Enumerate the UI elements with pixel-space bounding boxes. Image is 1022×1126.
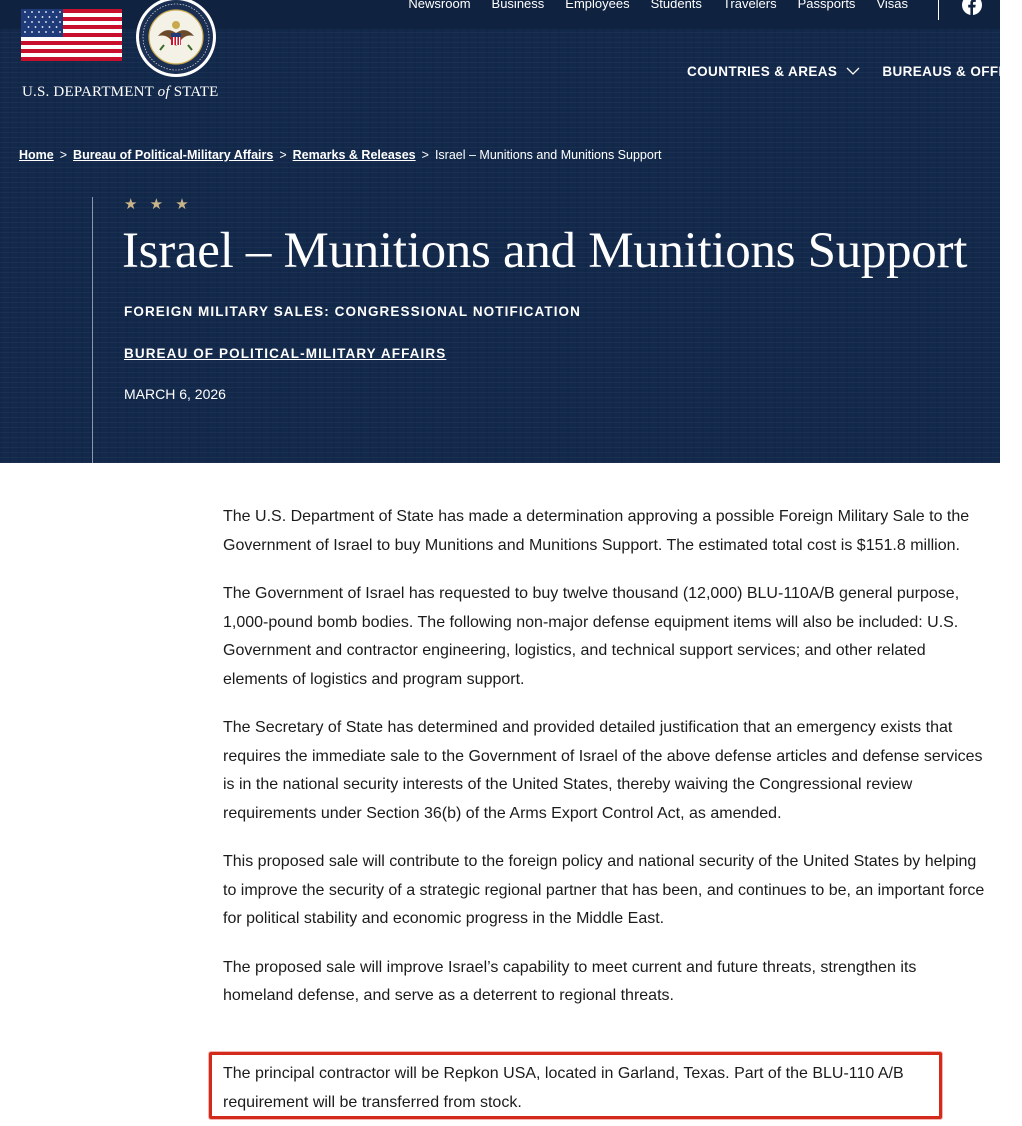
divider	[938, 0, 939, 20]
article-paragraph: This proposed sale will contribute to the foreign policy and national security of the United States by helping to improve the security of a strategic regional partner that has been, and continues to be, an important force for political stability and economic progress in the Middle East.	[223, 853, 985, 927]
article-body	[223, 503, 988, 1111]
nav-link-employees[interactable]: Employees	[565, 0, 630, 11]
nav-link-newsroom[interactable]: Newsroom	[408, 0, 471, 11]
stars-icon: ★ ★ ★	[124, 196, 193, 213]
nav-link-travelers[interactable]: Travelers	[722, 0, 777, 11]
dept-name-part: STATE	[173, 84, 219, 100]
breadcrumb-separator: >	[421, 148, 429, 162]
publish-date: MARCH 6, 2026	[124, 386, 226, 402]
article-paragraph: The Government of Israel has requested to buy twelve thousand (12,000) BLU-110A/B general purpose, 1,000-pound bomb bodies. The following non-major defense equipment items will also be included: U.S. Government and contractor engineering, logistics, and technical support services; and other related elements of logistics and program support.	[223, 585, 960, 688]
nav-link-business[interactable]: Business	[491, 0, 545, 11]
article-paragraph: The Secretary of State has determined and provided detailed justification that an emergency exists that requires the immediate sale to the Government of Israel of the above defense articles and defense services is in the national security interests of the United States, thereby waiving the Congressional review requirements under Section 36(b) of the Arms Export Control Act, as amended.	[223, 719, 983, 822]
nav-link-students[interactable]: Students	[650, 0, 702, 11]
nav-bureaus-offices[interactable]	[882, 64, 1022, 79]
breadcrumb-bureau[interactable]: Bureau of Political-Military Affairs	[73, 148, 274, 162]
breadcrumb	[19, 148, 661, 162]
article-paragraph: The U.S. Department of State has made a determination approving a possible Foreign Military Sale to the Government of Israel to buy Munitions and Munitions Support. The estimated total cost is $151.8 million.	[223, 508, 970, 554]
us-flag-icon[interactable]	[21, 9, 122, 61]
breadcrumb-separator: >	[59, 148, 68, 162]
chevron-down-icon	[846, 67, 860, 76]
nav-link-visas[interactable]: Visas	[876, 0, 908, 11]
page-title: Israel – Munitions and Munitions Support	[122, 223, 968, 279]
breadcrumb-remarks[interactable]: Remarks & Releases	[292, 148, 416, 162]
department-seal-icon[interactable]	[134, 0, 218, 78]
department-name[interactable]	[22, 84, 219, 101]
bureau-link[interactable]: BUREAU OF POLITICAL-MILITARY AFFAIRS	[124, 346, 447, 361]
nav-countries-label: COUNTRIES & AREAS	[687, 64, 838, 79]
nav-bureaus-label: BUREAUS & OFFICE	[882, 64, 1022, 79]
breadcrumb-home[interactable]: Home	[19, 148, 54, 162]
main-nav	[687, 64, 1022, 79]
breadcrumb-current: Israel – Munitions and Munitions Support	[434, 148, 662, 162]
utility-nav	[387, 0, 908, 11]
decorative-rule	[92, 197, 93, 463]
dept-name-part: U.S. DEPARTMENT	[22, 84, 154, 100]
article-paragraph: The proposed sale will improve Israel’s capability to meet current and future threats, strengthen its homeland defense, and serve as a deterrent to regional threats.	[223, 958, 917, 1004]
page-header	[0, 0, 1022, 463]
article-paragraph-highlighted: The principal contractor will be Repkon USA, located in Garland, Texas. Part of the BLU-110 A/B requirement will be transferred from stock.	[223, 1065, 904, 1111]
nav-countries-areas[interactable]	[687, 64, 860, 79]
facebook-icon[interactable]	[962, 0, 982, 15]
breadcrumb-separator: >	[279, 148, 287, 162]
page-type-label: FOREIGN MILITARY SALES: CONGRESSIONAL NOTIFICATION	[124, 304, 582, 319]
dept-name-of: of	[157, 84, 170, 100]
nav-link-passports[interactable]: Passports	[797, 0, 856, 11]
